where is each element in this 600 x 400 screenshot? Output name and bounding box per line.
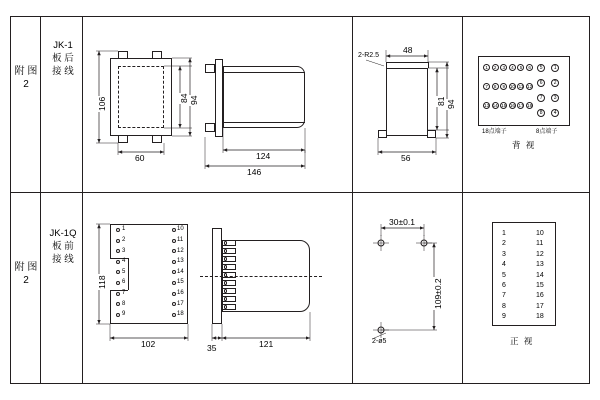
terminal-number: 5 (519, 64, 523, 70)
terminal-number: 2 (122, 237, 126, 243)
caption-8-terminals: 8点端子 (536, 129, 558, 135)
note-2-R2.5: 2-R2.5 (358, 52, 380, 59)
note-2-hole: 2-ø5 (372, 338, 387, 345)
terminal-number: 17 (177, 300, 184, 307)
dim-35: 35 (207, 343, 217, 353)
dim-94b: 94 (446, 99, 456, 109)
terminal-number: 1 (485, 64, 488, 70)
panel-terminal-number: 7 (502, 292, 506, 300)
terminal-number: 2 (553, 80, 557, 86)
row2-figure-label: 附 图 2 (14, 262, 38, 286)
panel-terminal-number: 5 (502, 271, 506, 279)
panel-terminal-number: 14 (536, 271, 544, 279)
terminal-number: 8 (122, 300, 126, 307)
terminal-number: 6 (528, 64, 531, 70)
terminal-number: 11 (177, 237, 184, 243)
terminal-number: 3 (553, 95, 557, 101)
terminal-number: 7 (122, 290, 126, 296)
panel-terminal-number: 4 (502, 261, 506, 269)
row2-model-label: JK-1Q 板 前 接 线 (49, 228, 77, 265)
terminal-number: 1 (553, 65, 557, 71)
panel-terminal-number: 12 (536, 250, 544, 258)
terminal-number: 18 (527, 102, 533, 108)
panel-terminal-number: 18 (536, 313, 544, 321)
dim-102: 102 (141, 339, 156, 349)
terminal-number: 16 (509, 102, 515, 108)
caption-18-terminals: 18点端子 (482, 129, 507, 135)
caption-rear-view: 背 视 (512, 141, 535, 151)
dim-84: 84 (179, 93, 189, 103)
terminal-number: 7 (485, 83, 488, 89)
terminal-number: 10 (177, 226, 184, 233)
terminal-number: 4 (553, 110, 557, 116)
panel-terminal-number: 3 (502, 250, 506, 258)
panel-terminal-number: 1 (502, 230, 506, 237)
terminal-number: 8 (539, 110, 543, 116)
terminal-number: 7 (539, 95, 543, 101)
terminal-number: 8 (493, 83, 497, 89)
terminal-number: 17 (518, 102, 524, 108)
terminal-number: 3 (122, 247, 126, 254)
panel-terminal-number: 9 (502, 313, 506, 321)
terminal-number: 5 (122, 268, 126, 275)
terminal-number: 4 (122, 258, 126, 265)
panel-terminal-number: 2 (502, 240, 506, 248)
terminal-number: 2 (493, 64, 497, 70)
terminal-number: 13 (177, 258, 184, 265)
dim-106: 106 (97, 96, 107, 111)
terminal-number: 12 (527, 83, 533, 89)
dim-94: 94 (189, 95, 199, 105)
terminal-number: 11 (518, 83, 524, 89)
terminal-number: 15 (177, 279, 184, 286)
row1-model-label: JK-1 板 后 接 线 (52, 40, 74, 77)
panel-terminal-number: 15 (536, 282, 544, 289)
dim-146: 146 (247, 167, 262, 177)
row1-figure-label: 附 图 2 (14, 66, 38, 90)
terminal-number: 5 (539, 65, 543, 71)
terminal-number: 14 (177, 268, 184, 275)
dim-81: 81 (436, 96, 446, 106)
terminal-number: 4 (511, 64, 514, 70)
dim-118: 118 (97, 275, 107, 289)
terminal-number: 14 (492, 102, 498, 108)
terminal-number: 9 (122, 311, 126, 318)
dim-121: 121 (259, 339, 274, 349)
panel-terminal-number: 11 (536, 240, 544, 248)
panel-terminal-number: 8 (502, 302, 506, 310)
panel-terminal-number: 17 (536, 302, 544, 310)
terminal-number: 6 (539, 80, 543, 86)
dim-30: 30±0.1 (389, 217, 415, 227)
panel-terminal-number: 6 (502, 282, 506, 289)
dim-109: 109±0.2 (433, 278, 443, 309)
terminal-number: 12 (177, 247, 184, 254)
terminal-number: 3 (502, 64, 506, 70)
caption-front-view: 正 视 (510, 337, 533, 347)
terminal-number: 1 (122, 226, 126, 233)
terminal-number: 6 (122, 279, 126, 286)
panel-terminal-number: 16 (536, 292, 544, 300)
dim-124: 124 (256, 151, 271, 161)
terminal-number: 18 (177, 311, 184, 318)
dim-56: 56 (401, 153, 411, 163)
terminal-number: 13 (484, 102, 490, 108)
dim-48: 48 (403, 45, 413, 55)
terminal-number: 10 (509, 83, 515, 89)
dim-60: 60 (135, 153, 145, 163)
panel-terminal-number: 10 (536, 230, 544, 237)
terminal-number: 16 (177, 290, 184, 296)
terminal-number: 15 (501, 102, 507, 108)
terminal-number: 9 (502, 83, 506, 89)
panel-terminal-number: 13 (536, 261, 544, 269)
